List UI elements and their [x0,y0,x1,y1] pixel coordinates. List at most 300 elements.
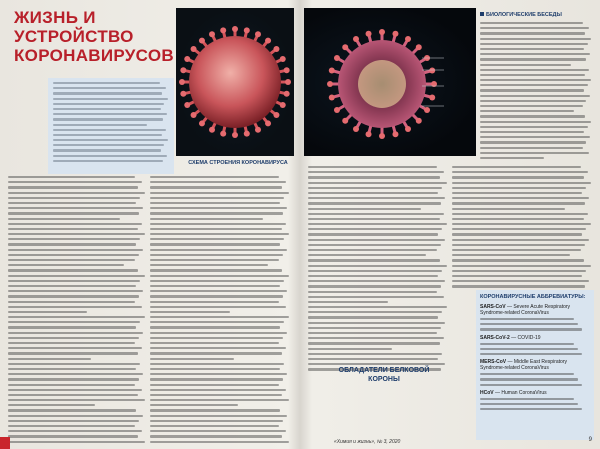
text-line [53,87,166,89]
text-line [308,223,447,225]
text-line [452,270,586,272]
text-line [150,363,284,365]
text-line [8,394,138,396]
coronavirus-illustration [176,8,294,156]
text-line [308,337,444,339]
text-line [8,186,138,188]
spike-head [179,79,185,85]
spike-head [255,127,261,133]
text-line [480,152,589,154]
text-line [8,290,143,292]
text-line [8,197,140,199]
text-line [8,311,87,313]
spike-head [379,133,385,139]
spike-head [334,107,340,113]
text-line [308,254,426,256]
text-line [308,342,440,344]
spike-head [180,91,186,97]
spike-head [232,26,238,32]
text-line [53,124,147,126]
right-page [304,0,600,449]
text-line [53,134,162,136]
text-line [8,373,143,375]
text-line [150,181,286,183]
text-line [8,363,140,365]
text-line [452,259,584,261]
text-line [8,404,95,406]
spike-head [265,38,271,44]
text-line [150,254,283,256]
text-line [150,311,230,313]
text-column-3 [308,166,448,371]
spike-head [273,112,279,118]
text-line [452,249,581,251]
spike-head [327,81,333,87]
text-line [53,108,161,110]
text-line [8,321,140,323]
text-line [150,249,287,251]
text-line [452,182,591,184]
text-line [480,398,574,400]
text-line [150,290,287,292]
text-line [452,254,570,256]
text-line [8,415,143,417]
text-line [308,270,442,272]
text-line [53,82,160,84]
text-line [480,89,584,91]
spike-head [429,94,435,100]
text-line [480,27,589,29]
text-line [480,58,586,60]
text-line [480,38,591,40]
text-line [8,435,138,437]
spike-head [244,131,250,137]
text-line [150,275,289,277]
page-number: 9 [588,437,592,443]
text-line [8,430,142,432]
text-line [308,358,438,360]
text-line [150,259,279,261]
text-line [452,166,581,168]
text-line [308,311,442,313]
spike-head [199,38,205,44]
spike-head [379,29,385,35]
text-line [150,280,284,282]
text-line [452,202,585,204]
text-line [150,306,286,308]
text-line [53,113,167,115]
text-line [480,110,574,112]
sidebar-text [480,22,592,159]
text-line [308,249,437,251]
text-line [308,182,447,184]
virus-left-svg [176,8,294,156]
text-line [308,316,438,318]
text-line [8,223,142,225]
text-line [480,384,582,386]
text-line [452,213,588,215]
abbreviation-entry [480,390,590,396]
spike-head [280,56,286,62]
text-line [150,430,286,432]
text-line [8,306,142,308]
text-line [308,285,441,287]
square-bullet-icon [480,12,484,16]
text-line [308,332,437,334]
text-line [480,126,588,128]
text-line [150,243,280,245]
text-line [480,115,585,117]
abbreviation-term: SARS-CoV [480,304,506,310]
abbreviation-term: HCoV [480,389,494,396]
text-line [308,233,438,235]
spike-head [342,44,348,50]
text-line [480,64,571,66]
text-line [8,243,136,245]
spike-head [416,44,422,50]
text-line [308,187,442,189]
text-line [308,280,445,282]
text-line [8,238,140,240]
spike-head [191,112,197,118]
text-line [8,378,139,380]
text-line [53,149,161,151]
text-line [480,74,585,76]
text-column-1 [8,176,146,443]
text-line [53,144,164,146]
text-line [53,92,162,94]
spike-head [416,118,422,124]
text-line [150,202,280,204]
text-line [8,326,136,328]
text-line [480,373,574,375]
text-line [150,269,282,271]
text-line [150,373,287,375]
text-line [150,435,282,437]
text-line [8,301,135,303]
abbreviations-box [476,290,594,440]
text-line [308,228,442,230]
text-line [150,332,287,334]
text-line [308,176,440,178]
text-line [150,192,289,194]
text-line [480,105,583,107]
spike-head [184,56,190,62]
text-line [150,321,284,323]
text-line [480,131,584,133]
text-line [150,389,286,391]
text-line [480,328,582,330]
spike-head [184,102,190,108]
text-line [480,348,578,350]
abbreviation-term: MERS-CoV [480,359,507,366]
text-line [8,218,120,220]
spike-head [353,36,359,42]
text-line [8,275,145,277]
spike-head [366,31,372,37]
text-line [8,212,139,214]
text-line [480,403,578,405]
text-line [150,176,279,178]
spike-head [392,31,398,37]
text-line [150,368,280,370]
text-line [480,318,574,320]
spike-head [405,36,411,42]
text-line [452,197,589,199]
text-line [308,192,438,194]
text-line [53,139,168,141]
spike-head [285,79,291,85]
text-line [150,347,286,349]
text-line [308,239,445,241]
text-line [8,358,91,360]
text-line [480,100,586,102]
spike-head [273,46,279,52]
text-line [452,208,565,210]
text-line [8,347,142,349]
text-line [480,121,591,123]
spike-head [209,127,215,133]
text-line [150,352,282,354]
text-line [150,420,283,422]
spike-head [405,126,411,132]
text-line [150,316,289,318]
text-line [480,353,582,355]
text-line [150,223,286,225]
text-line [452,285,585,287]
text-line [480,147,583,149]
text-line [8,181,142,183]
red-corner-mark [0,437,10,449]
text-line [480,343,574,345]
text-line [452,265,591,267]
text-line [452,280,589,282]
text-line [150,425,279,427]
text-line [53,118,163,120]
text-line [150,238,284,240]
text-line [308,208,421,210]
text-line [308,259,440,261]
text-line [53,129,166,131]
text-line [308,291,437,293]
text-line [8,192,145,194]
text-line [150,342,279,344]
text-line [452,244,585,246]
lead-box [48,78,174,174]
text-line [150,404,238,406]
spike-head [255,31,261,37]
text-line [480,157,544,159]
abbreviations-title: КОРОНАВИРУСНЫЕ АББРЕВИАТУРЫ: [480,294,586,300]
diagram-caption: СХЕМА СТРОЕНИЯ КОРОНАВИРУСА [188,160,288,166]
text-line [150,378,283,380]
text-line [8,207,143,209]
text-line [480,48,584,50]
virus-body [189,36,281,128]
spike-head [280,102,286,108]
text-line [150,337,283,339]
text-line [150,233,289,235]
text-line [8,384,135,386]
text-line [8,332,143,334]
text-line [308,213,444,215]
spike-head [334,55,340,61]
spike-head [199,120,205,126]
text-line [308,166,437,168]
text-line [480,378,578,380]
abbreviation-desc: — Middle East Respiratory Syndrome-related CoronaVirus [480,359,567,372]
text-line [452,239,589,241]
text-line [150,409,280,411]
text-line [150,326,280,328]
text-line [308,171,444,173]
text-line [480,43,588,45]
text-line [308,218,440,220]
spike-head [429,68,435,74]
text-line [53,160,163,162]
spike-head [353,126,359,132]
text-line [53,155,167,157]
text-line [8,409,136,411]
text-line [150,207,287,209]
text-line [150,264,268,266]
text-line [8,337,139,339]
text-line [480,141,586,143]
text-line [150,212,283,214]
text-line [8,420,139,422]
text-line [150,186,282,188]
text-line [8,176,135,178]
spike-head [180,67,186,73]
text-line [150,441,289,443]
text-column-4 [452,166,592,288]
spike-head [424,107,430,113]
text-line [8,342,135,344]
text-line [8,389,142,391]
spike-head [392,131,398,137]
text-line [480,32,585,34]
spike-head [265,120,271,126]
text-line [150,394,282,396]
text-line [8,233,145,235]
text-line [452,275,582,277]
text-line [480,69,589,71]
text-line [308,306,447,308]
text-line [150,415,287,417]
text-line [452,192,582,194]
text-line [452,218,584,220]
text-line [480,53,590,55]
text-line [480,408,582,410]
spike-head [342,118,348,124]
spike-head [284,91,290,97]
spike-head [244,27,250,33]
section-subhead: ОБЛАДАТЕЛИ БЕЛКОВОЙ КОРОНЫ [338,367,430,383]
spike-head [284,67,290,73]
text-line [452,171,588,173]
spike-head [209,31,215,37]
text-line [480,84,588,86]
sidebar-title [480,12,592,18]
text-line [150,218,263,220]
text-line [8,285,136,287]
text-line [150,384,279,386]
text-line [53,103,164,105]
text-line [8,295,139,297]
text-line [150,197,284,199]
text-line [150,399,289,401]
text-line [8,316,145,318]
text-line [150,285,280,287]
text-line [480,136,590,138]
text-line [8,280,140,282]
text-line [308,348,392,350]
spike-head [220,27,226,33]
text-line [150,301,279,303]
text-line [308,353,442,355]
text-line [8,399,145,401]
abbreviation-desc: — Human CoronaVirus [493,389,547,396]
text-line [8,269,138,271]
spike-head [366,131,372,137]
spike-head [329,68,335,74]
text-line [308,327,441,329]
spike-head [191,46,197,52]
text-line [452,223,591,225]
abbreviation-entry [480,335,590,341]
left-page [0,0,296,449]
article-title: ЖИЗНЬ И УСТРОЙСТВО КОРОНАВИРУСОВ [14,8,174,65]
text-line [308,275,438,277]
text-line [308,363,445,365]
text-line [8,202,136,204]
text-column-2 [150,176,290,443]
page-footer: «Химия и жизнь», № 3, 2020 [334,439,401,445]
abbreviation-entry [480,304,590,316]
text-line [8,264,124,266]
text-line [8,254,139,256]
virus-right-svg [304,8,476,156]
text-line [308,265,447,267]
text-line [480,79,591,81]
coronavirus-diagram [304,8,476,156]
spike-head [329,94,335,100]
text-line [308,296,444,298]
text-line [452,176,584,178]
text-line [480,323,578,325]
abbreviation-desc: — COVID-19 [509,334,541,341]
text-line [308,322,445,324]
text-line [8,352,138,354]
abbreviation-desc: — Severe Acute Respiratory Syndrome-related CoronaVirus [480,304,571,316]
sidebar-title-text: БИОЛОГИЧЕСКИЕ БЕСЕДЫ [486,12,562,18]
text-line [452,233,582,235]
text-line [480,95,590,97]
text-line [8,368,136,370]
text-line [8,441,145,443]
text-line [8,228,138,230]
spike-head [220,131,226,137]
text-line [8,249,143,251]
abbreviation-entry [480,359,590,371]
text-line [8,425,135,427]
abbreviation-term: SARS-CoV-2 [480,334,510,341]
text-line [150,358,234,360]
text-line [480,22,583,24]
text-line [53,98,168,100]
text-line [308,244,441,246]
text-line [8,259,135,261]
